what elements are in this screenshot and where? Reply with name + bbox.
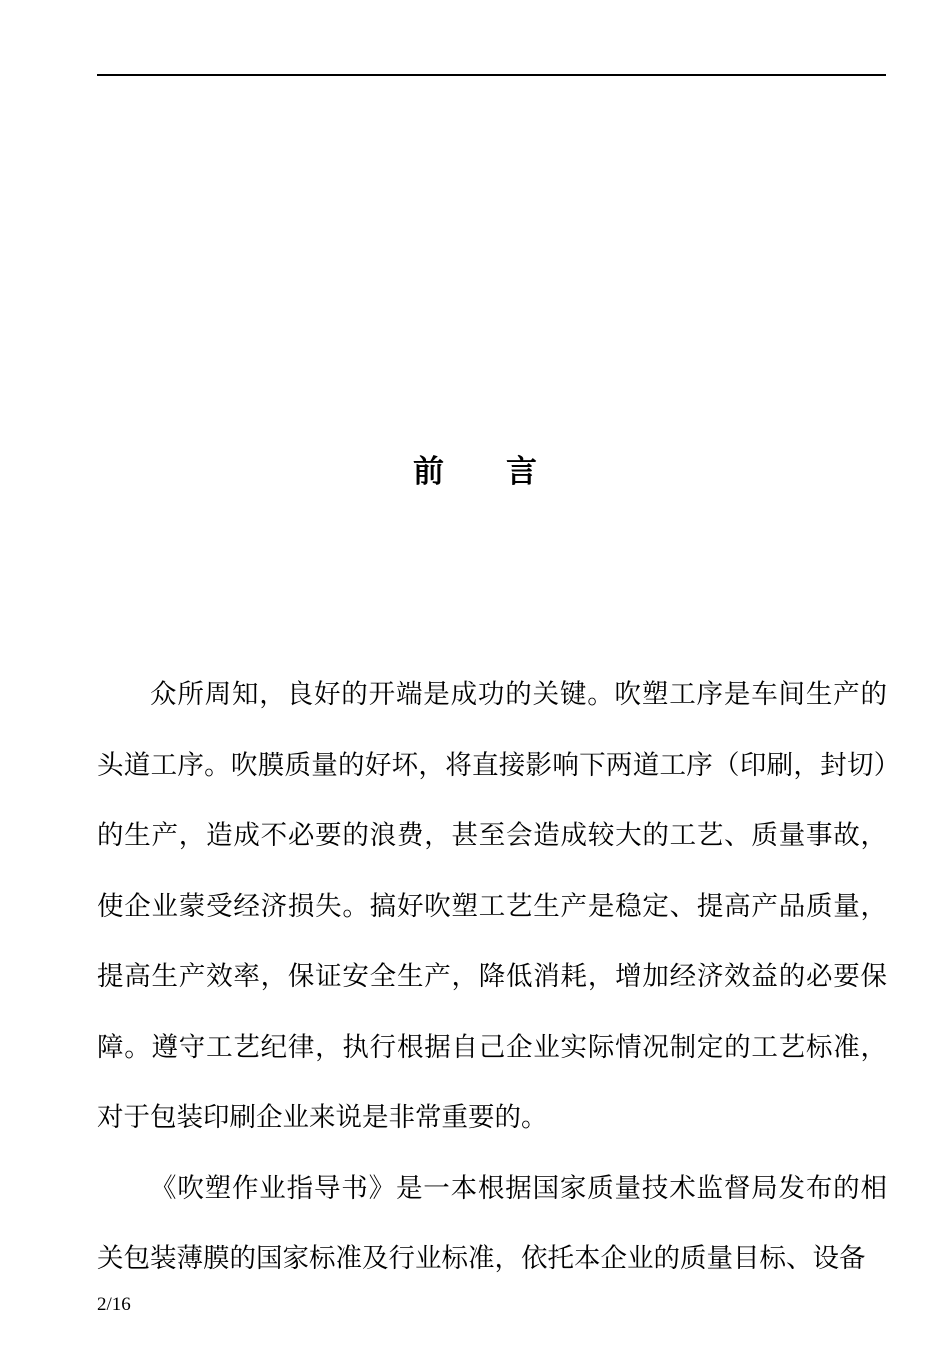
page-number: 2/16 [97, 1294, 131, 1315]
page-title-part-1: 前 [413, 454, 444, 490]
paragraph-1: 众所周知，良好的开端是成功的关键。吹塑工序是车间生产的头道工序。吹膜质量的好坏，将直接影响下两道工序（印刷，封切）的生产，造成不必要的浪费，甚至会造成较大的工艺、质量事故，使企业蒙受经济损失。搞好吹塑工艺生产是稳定、提高产品质量，提高生产效率，保证安全生产，降低消耗，增加经济效益的必要保障。遵守工艺纪律，执行根据自己企业实际情况制定的工艺标准，对于包装印刷企业来说是非常重要的。 [97, 679, 887, 1133]
paragraph-2: 《吹塑作业指导书》是一本根据国家质量技术监督局发布的相关包装薄膜的国家标准及行业标准，依托本企业的质量目标、设备 [97, 1172, 887, 1274]
header-rule [97, 74, 886, 76]
page-title [0, 450, 950, 494]
body-text [97, 660, 887, 1295]
page-title-part-2: 言 [506, 454, 537, 490]
